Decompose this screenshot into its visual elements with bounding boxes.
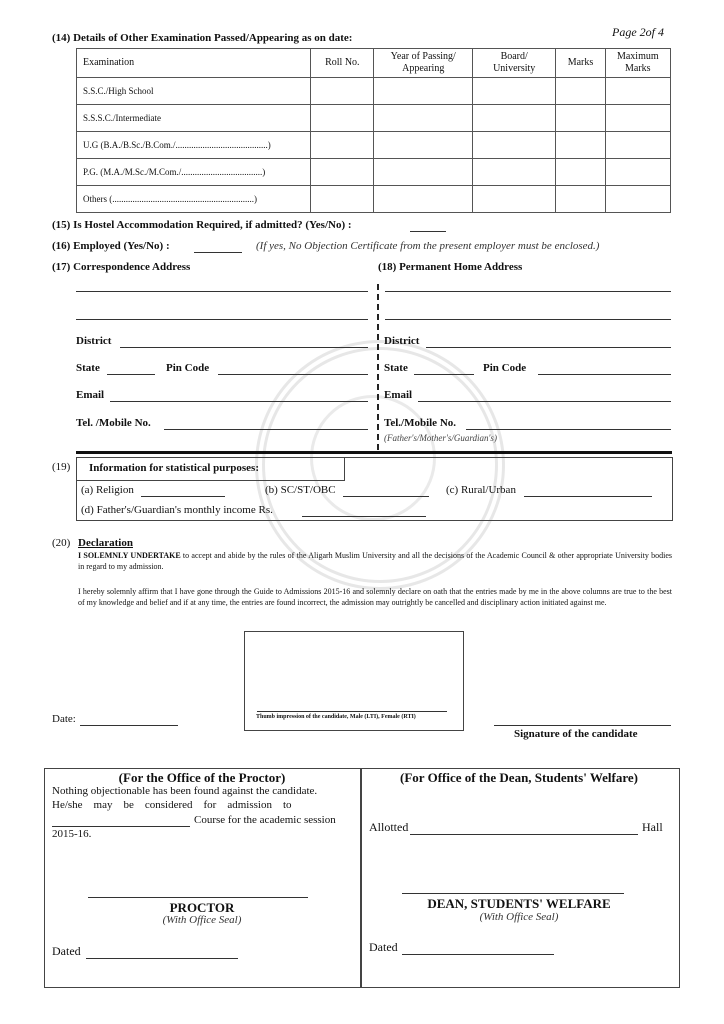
corr-state-field[interactable] (107, 374, 155, 375)
perm-district-field[interactable] (426, 347, 671, 348)
perm-tel-field[interactable] (466, 429, 671, 430)
cell[interactable] (556, 105, 605, 132)
corr-address-line-1[interactable] (76, 291, 368, 292)
proctor-seal-note: (With Office Seal) (162, 914, 242, 926)
corr-pincode-label: Pin Code (166, 362, 210, 374)
q15-label: (15) Is Hostel Accommodation Required, if admitted? (Yes/No) : (52, 219, 352, 231)
proctor-course-field[interactable] (52, 826, 190, 827)
dean-dated-field[interactable] (402, 954, 554, 955)
q19-label: Information for statistical purposes: (89, 462, 259, 474)
q20-number: (20) (52, 537, 71, 549)
date-label: Date: (52, 713, 76, 725)
area-field[interactable] (524, 496, 652, 497)
row-label: U.G (B.A./B.Sc./B.Com./.........................................) (77, 132, 311, 159)
q19-number: (19) (52, 461, 71, 473)
cell[interactable] (374, 105, 472, 132)
cell[interactable] (605, 186, 670, 213)
dean-signature-line[interactable] (402, 893, 624, 894)
cell[interactable] (472, 186, 555, 213)
cell[interactable] (374, 78, 472, 105)
row-label: Others (...............................................................) (77, 186, 311, 213)
q16-label: (16) Employed (Yes/No) : (52, 240, 170, 252)
corr-state-label: State (76, 362, 100, 374)
cell[interactable] (311, 78, 374, 105)
cell[interactable] (374, 132, 472, 159)
cell[interactable] (311, 159, 374, 186)
perm-email-field[interactable] (418, 401, 671, 402)
col-year: Year of Passing/ Appearing (374, 49, 472, 78)
cell[interactable] (472, 105, 555, 132)
corr-address-line-2[interactable] (76, 319, 368, 320)
income-label: (d) Father's/Guardian's monthly income Rs. (81, 504, 273, 516)
col-examination: Examination (77, 49, 311, 78)
dean-signatory: DEAN, STUDENTS' WELFARE (427, 896, 611, 911)
col-max-marks: Maximum Marks (605, 49, 670, 78)
table-row (77, 78, 671, 105)
col-board: Board/ University (472, 49, 555, 78)
cell[interactable] (472, 159, 555, 186)
corr-email-field[interactable] (110, 401, 368, 402)
q18-label: (18) Permanent Home Address (378, 261, 523, 273)
cell[interactable] (311, 132, 374, 159)
col-marks: Marks (556, 49, 605, 78)
area-label: (c) Rural/Urban (446, 484, 516, 496)
q16-note: (If yes, No Objection Certificate from the present employer must be enclosed.) (256, 240, 600, 252)
cell[interactable] (472, 132, 555, 159)
cell[interactable] (472, 78, 555, 105)
proctor-title: (For the Office of the Proctor) (118, 770, 286, 785)
table-row (77, 132, 671, 159)
corr-district-label: District (76, 335, 112, 347)
proctor-text-4: 2015-16. (52, 828, 92, 840)
proctor-dated-field[interactable] (86, 958, 238, 959)
proctor-signatory: PROCTOR (169, 900, 235, 915)
perm-address-line-2[interactable] (385, 319, 671, 320)
page-number: Page 2of 4 (612, 25, 664, 39)
declaration-heading: Declaration (78, 537, 133, 549)
caste-label: (b) SC/ST/OBC (265, 484, 336, 496)
cell[interactable] (556, 186, 605, 213)
corr-email-label: Email (76, 389, 105, 401)
dean-allotted-label: Allotted (369, 820, 409, 834)
perm-state-label: State (384, 362, 408, 374)
caste-field[interactable] (343, 496, 429, 497)
perm-state-field[interactable] (414, 374, 474, 375)
cell[interactable] (311, 105, 374, 132)
cell[interactable] (605, 78, 670, 105)
table-row (77, 159, 671, 186)
cell[interactable] (556, 78, 605, 105)
religion-label: (a) Religion (81, 484, 134, 496)
thumb-caption: Thumb impression of the candidate, Male (LTI), Female (RTI) (256, 714, 416, 720)
corr-pincode-field[interactable] (218, 374, 368, 375)
signature-line[interactable] (494, 725, 671, 726)
cell[interactable] (605, 159, 670, 186)
cell[interactable] (311, 186, 374, 213)
dean-box (360, 768, 680, 988)
hostel-answer-line[interactable] (410, 231, 446, 232)
employed-answer-line[interactable] (194, 252, 242, 253)
perm-tel-note: (Father's/Mother's/Guardian's) (384, 433, 497, 443)
thumb-line (257, 711, 447, 712)
proctor-signature-line[interactable] (88, 897, 308, 898)
cell[interactable] (556, 132, 605, 159)
perm-pincode-label: Pin Code (483, 362, 527, 374)
row-label: S.S.C./High School (77, 78, 311, 105)
proctor-text-2: He/she may be considered for admission to (52, 799, 292, 811)
perm-district-label: District (384, 335, 420, 347)
income-field[interactable] (302, 516, 426, 517)
dean-hall-field[interactable] (410, 834, 638, 835)
cell[interactable] (374, 186, 472, 213)
religion-field[interactable] (141, 496, 225, 497)
row-label: S.S.S.C./Intermediate (77, 105, 311, 132)
proctor-dated-label: Dated (52, 944, 81, 958)
q17-label: (17) Correspondence Address (52, 261, 191, 273)
dean-hall-label: Hall (642, 820, 663, 834)
perm-tel-label: Tel./Mobile No. (384, 417, 457, 429)
cell[interactable] (374, 159, 472, 186)
perm-address-line-1[interactable] (385, 291, 671, 292)
affirmation-text: I hereby solemnly affirm that I have gone through the Guide to Admissions 2015-16 and solemnly declare on oath that the entries made by me in the above columns are true to the best of my knowledge and belief and if at any time, the entries are found incorrect, the admission may outrightly be cancelled and disciplinary action initiated against me. (78, 587, 672, 607)
row-label: P.G. (M.A./M.Sc./M.Com./....................................) (77, 159, 311, 186)
dean-title: (For Office of the Dean, Students' Welfare) (400, 770, 638, 785)
corr-tel-field[interactable] (164, 429, 368, 430)
col-roll-no: Roll No. (311, 49, 374, 78)
cell[interactable] (605, 105, 670, 132)
undertaking-text: I SOLEMNLY UNDERTAKE to accept and abide by the rules of the Aligarh Muslim University and all the decisions of the Academic Council & other appropriate University bodies in regard to my admission. (78, 551, 672, 571)
proctor-text-1: Nothing objectionable has been found against the candidate. (52, 785, 318, 797)
q14-label: (14) Details of Other Examination Passed/Appearing as on date: (52, 32, 353, 44)
dean-dated-label: Dated (369, 940, 398, 954)
dean-seal-note: (With Office Seal) (479, 911, 559, 923)
cell[interactable] (556, 159, 605, 186)
corr-tel-label: Tel. /Mobile No. (76, 417, 151, 429)
perm-pincode-field[interactable] (538, 374, 671, 375)
section-divider (76, 451, 672, 454)
table-row (77, 186, 671, 213)
perm-email-label: Email (384, 389, 413, 401)
signature-label: Signature of the candidate (514, 728, 638, 740)
corr-district-field[interactable] (120, 347, 368, 348)
table-row (77, 105, 671, 132)
address-divider (377, 284, 379, 450)
date-field[interactable] (80, 725, 178, 726)
cell[interactable] (605, 132, 670, 159)
exam-table-header (77, 49, 671, 78)
exam-table (76, 48, 671, 213)
proctor-text-3: Course for the academic session (194, 814, 336, 826)
